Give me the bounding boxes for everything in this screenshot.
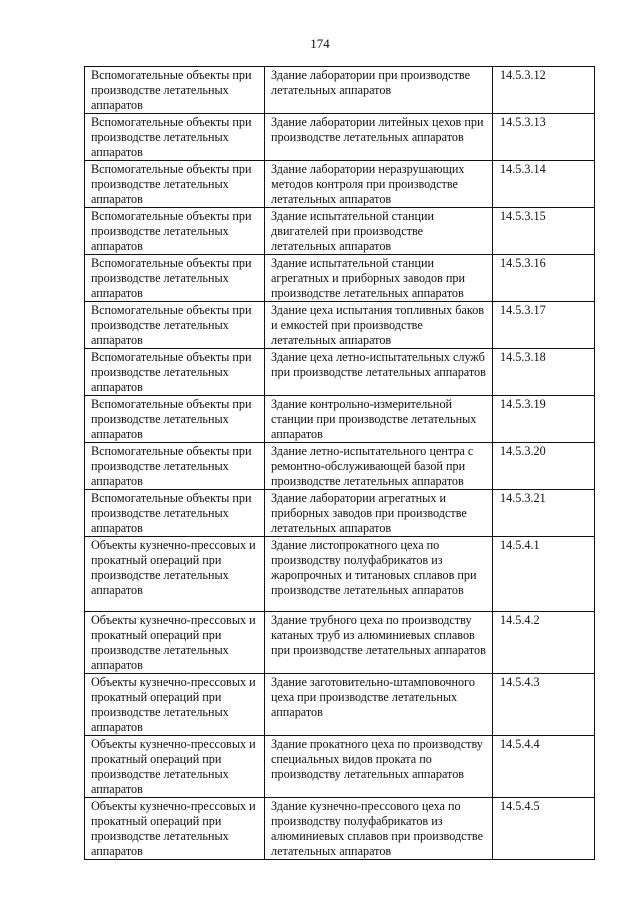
category-cell: Вспомогательные объекты при производстве летательных аппаратов <box>85 208 265 255</box>
object-cell: Здание лаборатории неразрушающих методов контроля при производстве летательных аппаратов <box>265 161 493 208</box>
table-row <box>85 161 595 208</box>
code-cell: 14.5.3.14 <box>493 161 595 208</box>
object-cell: Здание испытательной станции двигателей при производстве летательных аппаратов <box>265 208 493 255</box>
code-cell: 14.5.4.4 <box>493 736 595 798</box>
table-row <box>85 396 595 443</box>
code-cell: 14.5.3.16 <box>493 255 595 302</box>
code-cell: 14.5.3.21 <box>493 490 595 537</box>
code-cell: 14.5.4.3 <box>493 674 595 736</box>
category-cell: Вспомогательные объекты при производстве летательных аппаратов <box>85 443 265 490</box>
code-cell: 14.5.3.19 <box>493 396 595 443</box>
category-cell: Вспомогательные объекты при производстве летательных аппаратов <box>85 255 265 302</box>
table-row <box>85 443 595 490</box>
object-cell: Здание лаборатории литейных цехов при производстве летательных аппаратов <box>265 114 493 161</box>
table-row <box>85 798 595 860</box>
classification-table <box>84 66 595 860</box>
table-row <box>85 736 595 798</box>
category-cell: Объекты кузнечно-прессовых и прокатный операций при производстве летательных аппаратов <box>85 736 265 798</box>
code-cell: 14.5.3.18 <box>493 349 595 396</box>
page-number: 174 <box>310 36 330 51</box>
object-cell: Здание лаборатории при производстве летательных аппаратов <box>265 67 493 114</box>
object-cell: Здание цеха летно-испытательных служб при производстве летательных аппаратов <box>265 349 493 396</box>
table-row <box>85 255 595 302</box>
category-cell: Вспомогательные объекты при производстве летательных аппаратов <box>85 349 265 396</box>
category-cell: Вспомогательные объекты при производстве летательных аппаратов <box>85 490 265 537</box>
category-cell: Объекты кузнечно-прессовых и прокатный операций при производстве летательных аппаратов <box>85 537 265 612</box>
category-cell: Объекты кузнечно-прессовых и прокатный операций при производстве летательных аппаратов <box>85 674 265 736</box>
code-cell: 14.5.4.1 <box>493 537 595 612</box>
table-row <box>85 349 595 396</box>
table-row <box>85 114 595 161</box>
object-cell: Здание лаборатории агрегатных и приборных заводов при производстве летательных аппаратов <box>265 490 493 537</box>
category-cell: Вспомогательные объекты при производстве летательных аппаратов <box>85 114 265 161</box>
code-cell: 14.5.3.15 <box>493 208 595 255</box>
category-cell: Объекты кузнечно-прессовых и прокатный операций при производстве летательных аппаратов <box>85 798 265 860</box>
table-row <box>85 302 595 349</box>
code-cell: 14.5.4.5 <box>493 798 595 860</box>
object-cell: Здание контрольно-измерительной станции при производстве летательных аппаратов <box>265 396 493 443</box>
object-cell: Здание листопрокатного цеха по производству полуфабрикатов из жаропрочных и титановых сплавов при производстве летательных аппаратов <box>265 537 493 612</box>
object-cell: Здание испытательной станции агрегатных и приборных заводов при производстве летательных аппаратов <box>265 255 493 302</box>
table-row <box>85 490 595 537</box>
category-cell: Объекты кузнечно-прессовых и прокатный операций при производстве летательных аппаратов <box>85 612 265 674</box>
code-cell: 14.5.3.13 <box>493 114 595 161</box>
category-cell: Вспомогательные объекты при производстве летательных аппаратов <box>85 67 265 114</box>
table-row <box>85 537 595 612</box>
table-row <box>85 612 595 674</box>
object-cell: Здание заготовительно-штамповочного цеха при производстве летательных аппаратов <box>265 674 493 736</box>
object-cell: Здание трубного цеха по производству катаных труб из алюминиевых сплавов при производстве летательных аппаратов <box>265 612 493 674</box>
code-cell: 14.5.3.12 <box>493 67 595 114</box>
table-row <box>85 208 595 255</box>
object-cell: Здание кузнечно-прессового цеха по производству полуфабрикатов из алюминиевых сплавов при производстве летательных аппаратов <box>265 798 493 860</box>
object-cell: Здание цеха испытания топливных баков и емкостей при производстве летательных аппаратов <box>265 302 493 349</box>
category-cell: Вспомогательные объекты при производстве летательных аппаратов <box>85 396 265 443</box>
table-row <box>85 67 595 114</box>
object-cell: Здание прокатного цеха по производству специальных видов проката по производству летательных аппаратов <box>265 736 493 798</box>
object-cell: Здание летно-испытательного центра с ремонтно-обслуживающей базой при производстве летательных аппаратов <box>265 443 493 490</box>
code-cell: 14.5.3.17 <box>493 302 595 349</box>
code-cell: 14.5.4.2 <box>493 612 595 674</box>
category-cell: Вспомогательные объекты при производстве летательных аппаратов <box>85 302 265 349</box>
table-row <box>85 674 595 736</box>
code-cell: 14.5.3.20 <box>493 443 595 490</box>
category-cell: Вспомогательные объекты при производстве летательных аппаратов <box>85 161 265 208</box>
